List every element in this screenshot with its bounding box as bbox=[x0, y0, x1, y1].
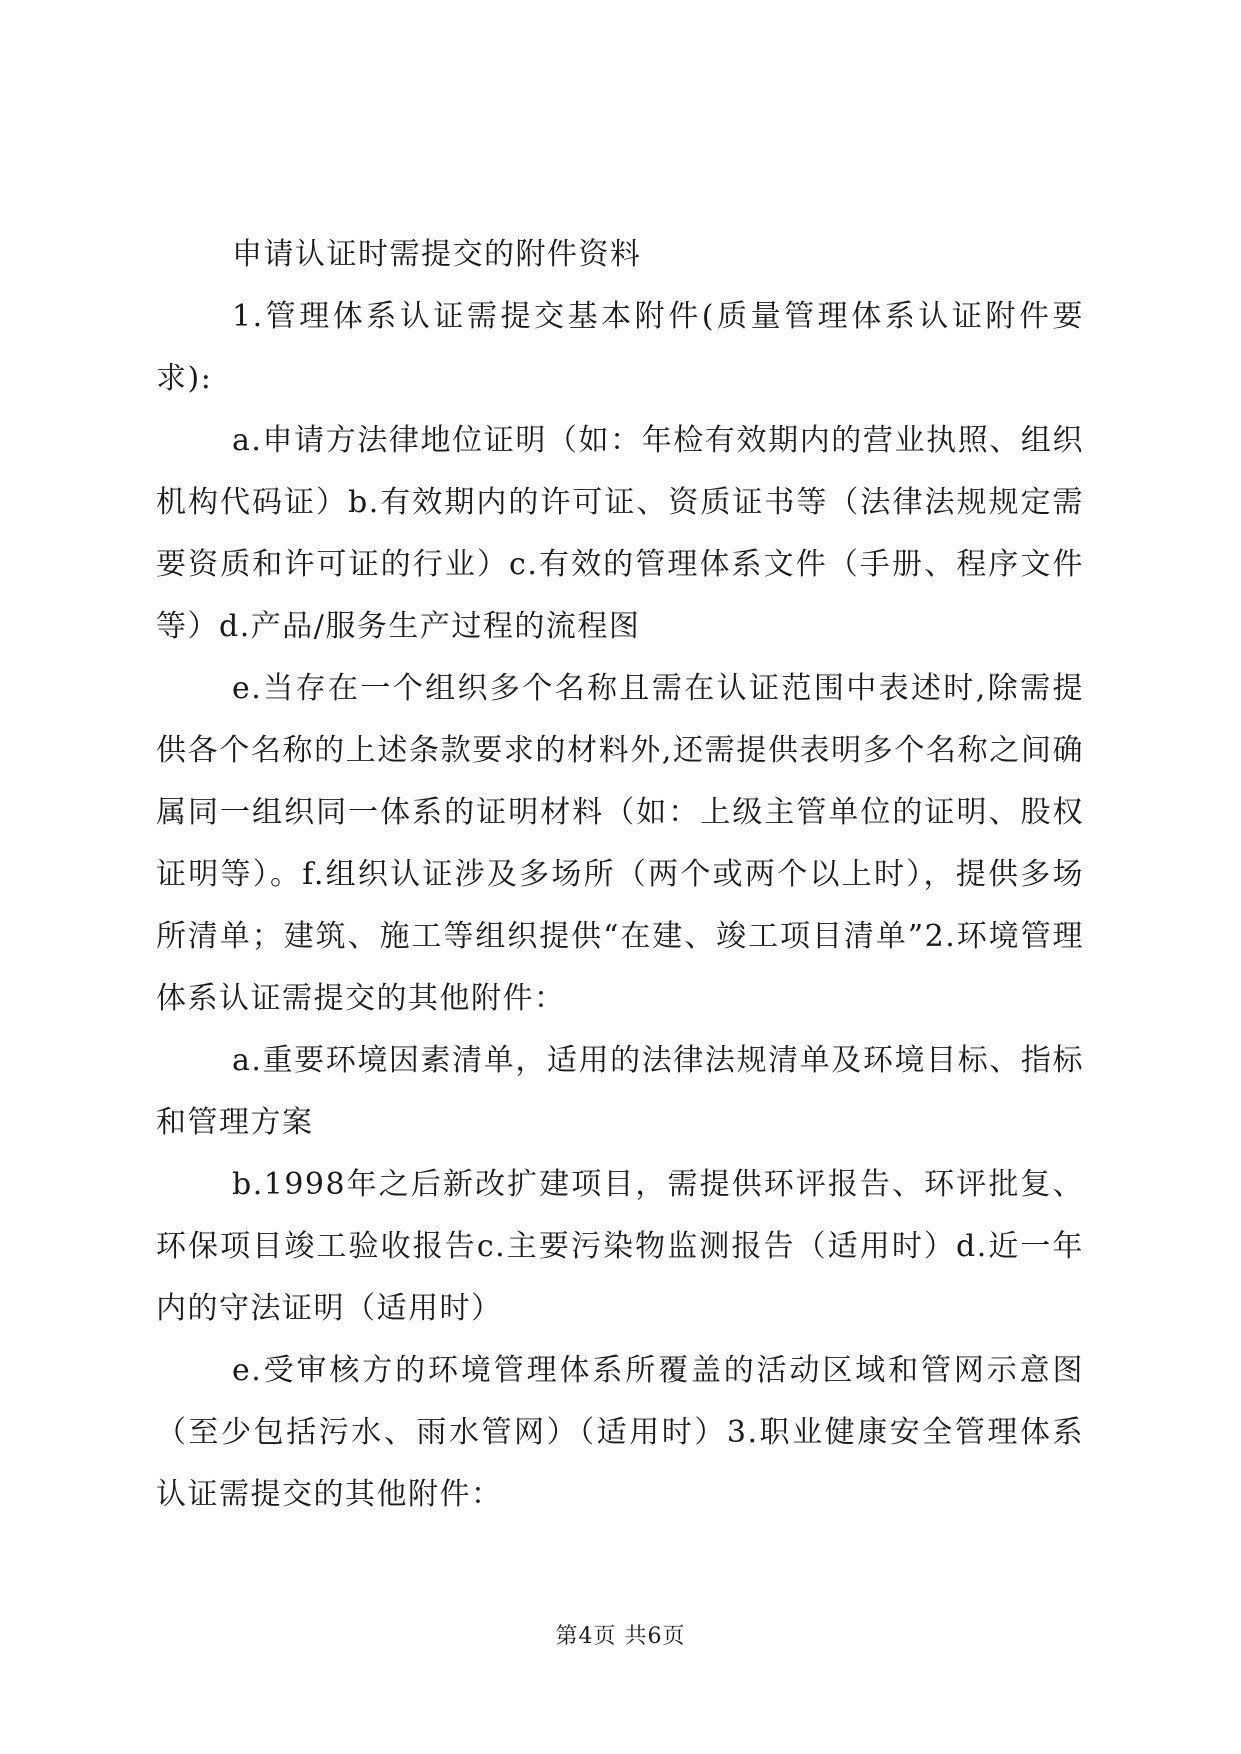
paragraph-legal-status: a.申请方法律地位证明（如：年检有效期内的营业执照、组织机构代码证）b.有效期内的许可证、资质证书等（法律法规规定需要资质和许可证的行业）c.有效的管理体系文件（手册、程序文件等）d.产品/服务生产过程的流程图 bbox=[156, 423, 1084, 644]
page-number-footer: 第4页 共6页 bbox=[555, 1624, 686, 1649]
paragraph-eia-reports: b.1998年之后新改扩建项目，需提供环评报告、环评批复、环保项目竣工验收报告c.主要污染物监测报告（适用时）d.近一年内的守法证明（适用时） bbox=[156, 1167, 1084, 1326]
document-body bbox=[156, 224, 1084, 1526]
paragraph-environmental-factors: a.重要环境因素清单，适用的法律法规清单及环境目标、指标和管理方案 bbox=[156, 1043, 1084, 1140]
paragraph-activity-area-map: e.受审核方的环境管理体系所覆盖的活动区域和管网示意图（至少包括污水、雨水管网）（适用时）3.职业健康安全管理体系认证需提交的其他附件： bbox=[156, 1353, 1084, 1512]
paragraph-multiple-names: e.当存在一个组织多个名称且需在认证范围中表述时,除需提供各个名称的上述条款要求的材料外,还需提供表明多个名称之间确属同一组织同一体系的证明材料（如：上级主管单位的证明、股权证明等）。f.组织认证涉及多场所（两个或两个以上时），提供多场所清单；建筑、施工等组织提供“在建、竣工项目清单”2.环境管理体系认证需提交的其他附件： bbox=[156, 671, 1084, 1016]
paragraph-title: 申请认证时需提交的附件资料 bbox=[232, 237, 642, 272]
paragraph-basic-attachments: 1.管理体系认证需提交基本附件(质量管理体系认证附件要求): bbox=[156, 299, 1084, 396]
